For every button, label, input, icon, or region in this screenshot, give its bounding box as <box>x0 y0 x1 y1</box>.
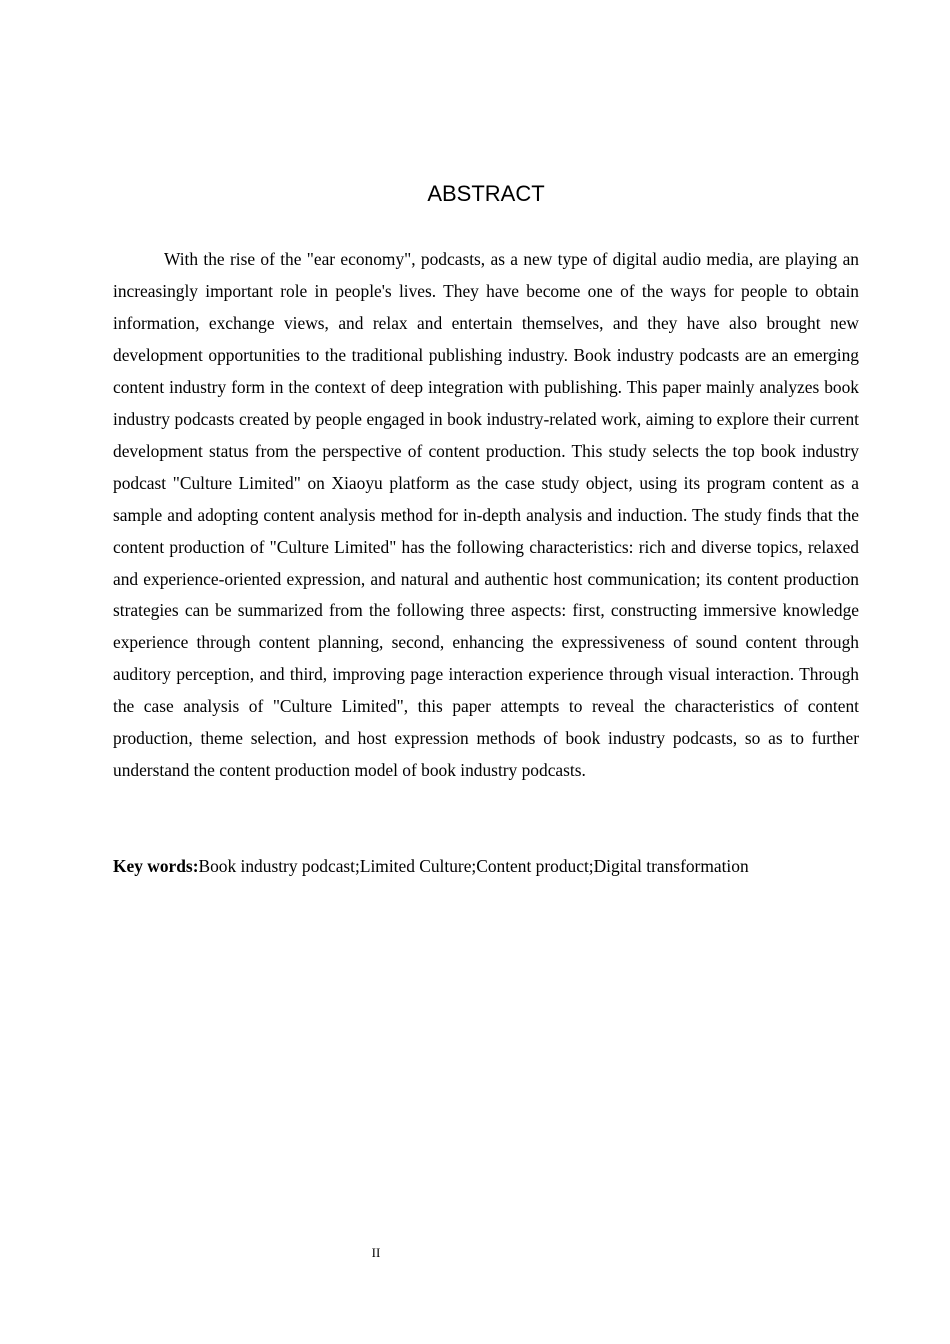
abstract-body: With the rise of the "ear economy", podcasts, as a new type of digital audio media, are playing an increasingly important role in people's lives. They have become one of the ways for people to obtain information, exchange views, and relax and entertain themselves, and they have also brought new development opportunities to the traditional publishing industry. Book industry podcasts are an emerging content industry form in the context of deep integration with publishing. This paper mainly analyzes book industry podcasts created by people engaged in book industry-related work, aiming to explore their current development status from the perspective of content production. This study selects the top book industry podcast "Culture Limited" on Xiaoyu platform as the case study object, using its program content as a sample and adopting content analysis method for in-depth analysis and induction. The study finds that the content production of "Culture Limited" has the following characteristics: rich and diverse topics, relaxed and experience-oriented expression, and natural and authentic host communication; its content production strategies can be summarized from the following three aspects: first, constructing immersive knowledge experience through content planning, second, enhancing the expressiveness of sound content through auditory perception, and third, improving page interaction experience through visual interaction. Through the case analysis of "Culture Limited", this paper attempts to reveal the characteristics of content production, theme selection, and host expression methods of book industry podcasts, so as to further understand the content production model of book industry podcasts. <box>113 249 859 781</box>
keywords-line <box>113 851 859 883</box>
abstract-title: ABSTRACT <box>427 181 545 206</box>
keywords-label: Key words: <box>113 856 199 876</box>
keywords-text: Book industry podcast;Limited Culture;Content product;Digital transformation <box>198 856 749 876</box>
page-number: II <box>371 1245 381 1260</box>
